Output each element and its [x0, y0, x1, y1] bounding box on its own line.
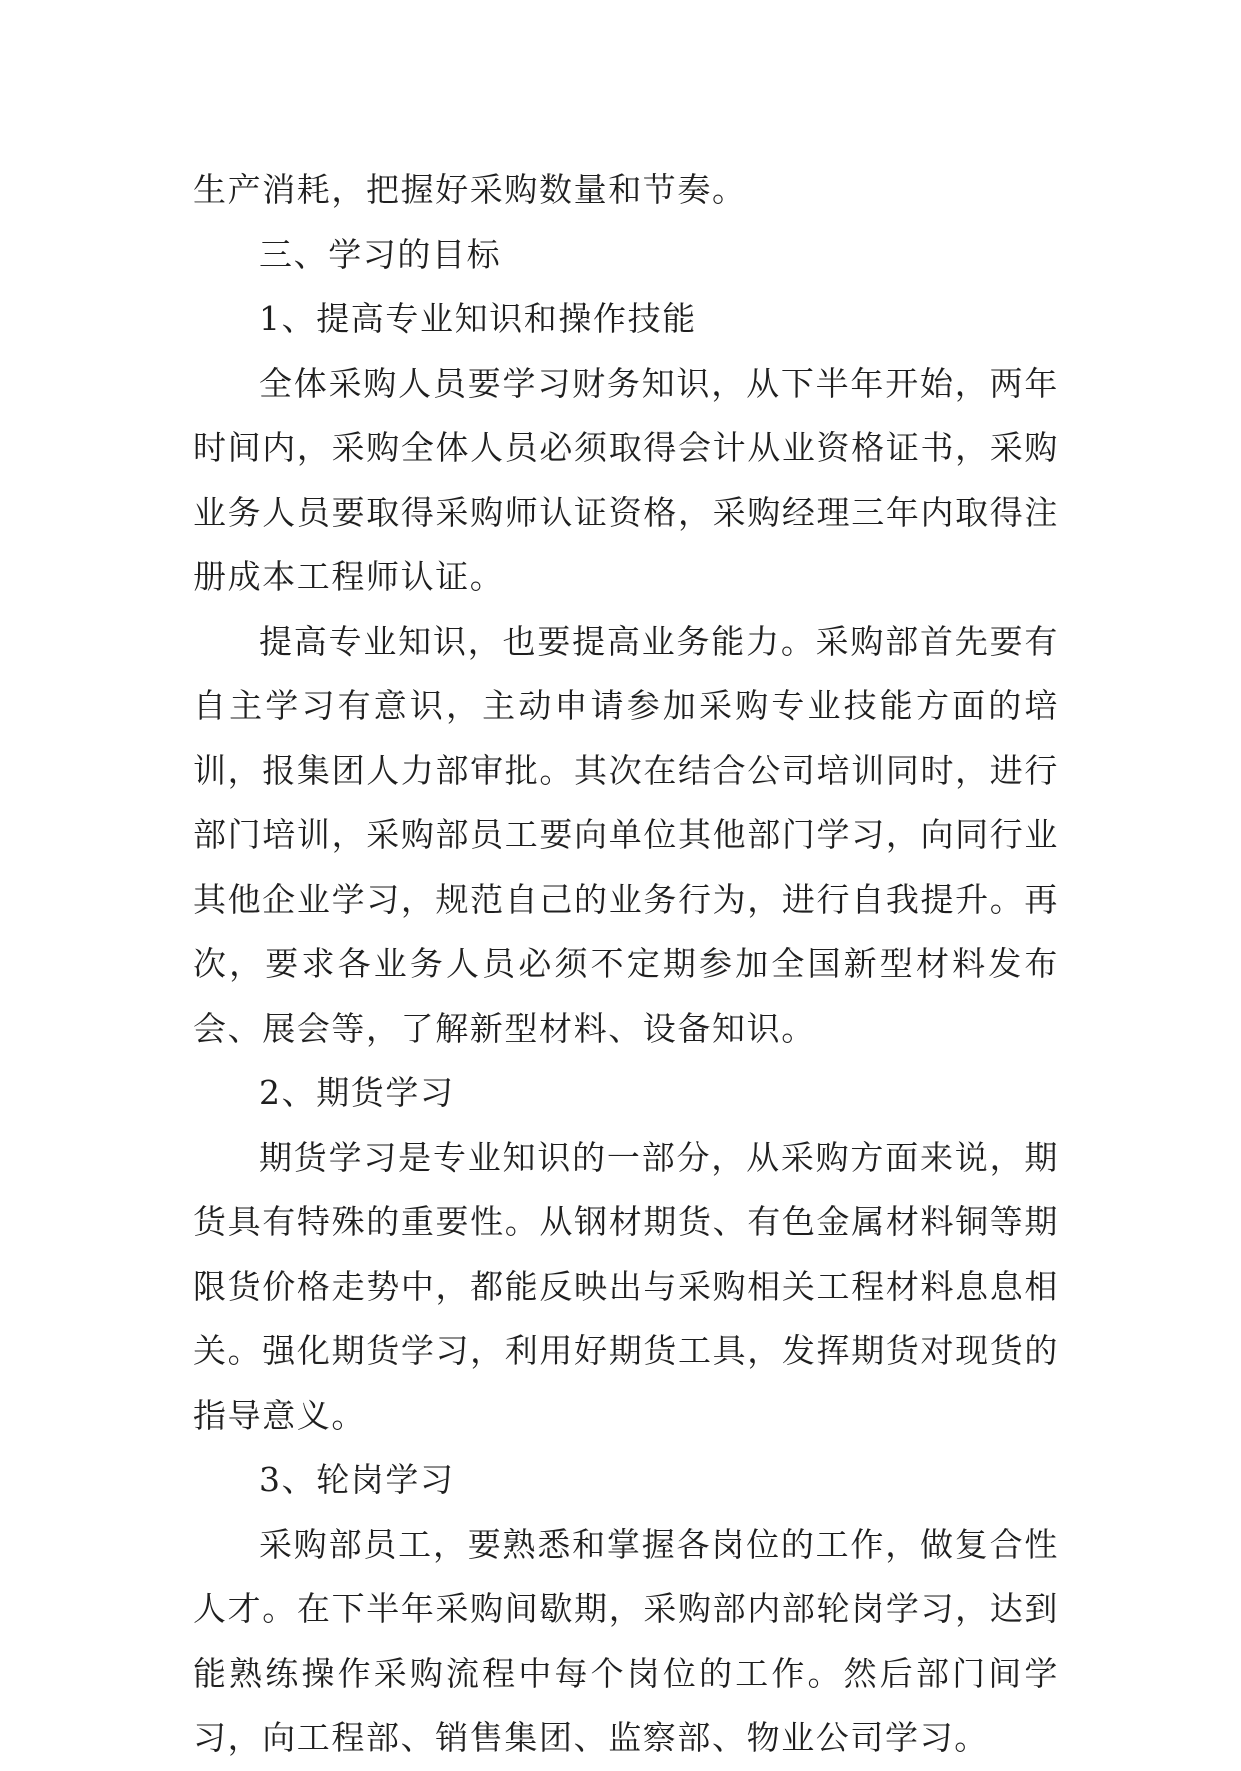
subheading-futures-study: 2、期货学习: [259, 1073, 455, 1112]
paragraph-continuation: 生产消耗，把握好采购数量和节奏。: [193, 170, 747, 209]
subheading-job-rotation: 3、轮岗学习: [259, 1460, 455, 1499]
paragraph-job-rotation: 采购部员工，要熟悉和掌握各岗位的工作，做复合性人才。在下半年采购间歇期，采购部内部轮岗学习，达到能熟练操作采购流程中每个岗位的工作。然后部门间学习，向工程部、销售集团、监察部、物业公司学习。: [193, 1524, 1059, 1757]
paragraph-futures-study: 期货学习是专业知识的一部分，从采购方面来说，期货具有特殊的重要性。从钢材期货、有色金属材料铜等期限货价格走势中，都能反映出与采购相关工程材料息息相关。强化期货学习，利用好期货工具，发挥期货对现货的指导意义。: [193, 1137, 1059, 1435]
section-heading-goals: 三、学习的目标: [259, 234, 502, 274]
document-body: [193, 158, 1059, 1771]
paragraph-business-ability: 提高专业知识，也要提高业务能力。采购部首先要有自主学习有意识，主动申请参加采购专业技能方面的培训，报集团人力部审批。其次在结合公司培训同时，进行部门培训，采购部员工要向单位其他部门学习，向同行业其他企业学习，规范自己的业务行为，进行自我提升。再次，要求各业务人员必须不定期参加全国新型材料发布会、展会等，了解新型材料、设备知识。: [193, 621, 1059, 1048]
subheading-professional-skills: 1、提高专业知识和操作技能: [259, 299, 697, 338]
paragraph-finance-certification: 全体采购人员要学习财务知识，从下半年开始，两年时间内，采购全体人员必须取得会计从业资格证书，采购业务人员要取得采购师认证资格，采购经理三年内取得注册成本工程师认证。: [193, 363, 1059, 596]
